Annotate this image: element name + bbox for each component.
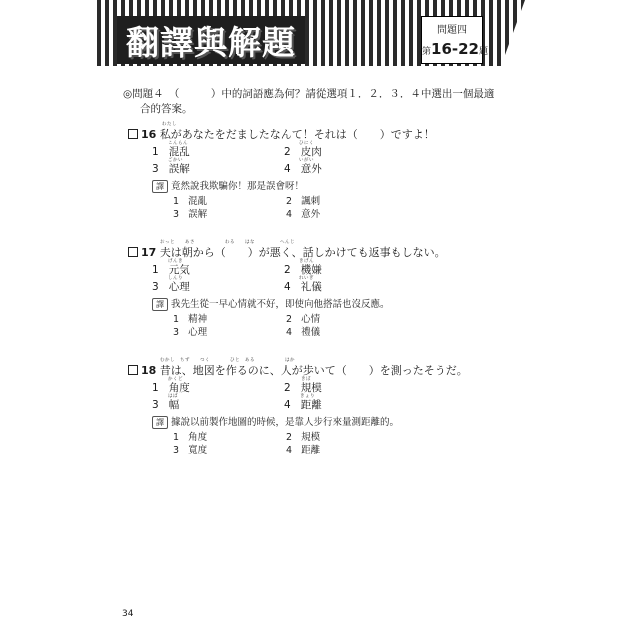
translation-option-2: 2 諷刺 <box>286 196 321 207</box>
question-ruby: むかし ちず つく ひと ある はか <box>160 358 295 363</box>
option-ruby: かくど <box>168 377 183 382</box>
option-text: 幅 <box>168 399 180 411</box>
option-text: 混乱 <box>168 146 190 158</box>
title-box <box>117 16 305 64</box>
translation-option-2: 2 規模 <box>286 432 321 443</box>
option-number: 4 <box>284 281 291 293</box>
option-3[interactable] <box>152 397 179 412</box>
translation-option-3: 3 寬度 <box>173 445 208 456</box>
option-text: 礼儀 <box>300 281 322 293</box>
option-number: 3 <box>152 163 159 175</box>
option-text: 意外 <box>300 163 322 175</box>
question-checkbox[interactable] <box>128 247 138 257</box>
option-number: 3 <box>152 281 159 293</box>
question-text: 夫は朝から（ ）が悪く、話しかけても返事もしない。 <box>159 246 446 259</box>
option-ruby: げんき <box>168 259 183 264</box>
question-number: 16 <box>141 128 157 141</box>
option-number: 2 <box>284 146 291 158</box>
option-4[interactable] <box>284 161 322 176</box>
option-text: 角度 <box>168 382 190 394</box>
translation-text: 我先生從一早心情就不好，即使向他搭話也沒反應。 <box>171 299 390 310</box>
translation-option-4: 4 意外 <box>286 209 321 220</box>
option-text: 心理 <box>168 281 190 293</box>
translation <box>152 414 399 429</box>
translation-option-3: 3 誤解 <box>173 209 208 220</box>
question-text: 私があなたをだましたなんて！それは（ ）ですよ！ <box>159 128 435 141</box>
badge-prefix: 第 <box>422 47 432 57</box>
option-text: 機嫌 <box>300 264 322 276</box>
translation-option-4: 4 禮儀 <box>286 327 321 338</box>
option-ruby: しんり <box>168 276 183 281</box>
option-text: 元気 <box>168 264 190 276</box>
badge-range <box>422 39 489 58</box>
translation-option-1: 1 精神 <box>173 314 208 325</box>
translation <box>152 178 304 193</box>
question-ruby: わたし <box>162 122 177 127</box>
instruction-line-2: 合的答案。 <box>140 103 193 115</box>
question-range-badge <box>421 16 489 64</box>
page-number: 34 <box>122 609 134 619</box>
option-number: 2 <box>284 264 291 276</box>
option-3[interactable] <box>152 279 190 294</box>
option-text: 誤解 <box>168 163 190 175</box>
option-text: 皮肉 <box>300 146 322 158</box>
option-text: 距離 <box>300 399 322 411</box>
translation-icon: 譯 <box>152 298 168 311</box>
option-number: 2 <box>284 382 291 394</box>
question-number: 17 <box>141 246 157 259</box>
translation-option-1: 1 混亂 <box>173 196 208 207</box>
question-ruby: おっと あさ わる はな へんじ <box>160 240 295 245</box>
question-text: 昔は、地図を作るのに、人が歩いて（ ）を測ったそうだ。 <box>159 364 468 377</box>
option-number: 1 <box>152 264 159 276</box>
option-ruby: はば <box>168 394 178 399</box>
option-number: 4 <box>284 399 291 411</box>
translation-option-2: 2 心情 <box>286 314 321 325</box>
option-number: 3 <box>152 399 159 411</box>
translation-option-4: 4 距離 <box>286 445 321 456</box>
option-ruby: ごかい <box>168 158 183 163</box>
question-number: 18 <box>141 364 157 377</box>
option-ruby: ひにく <box>299 141 314 146</box>
badge-suffix: 題 <box>479 47 489 57</box>
translation-icon: 譯 <box>152 416 168 429</box>
translation <box>152 296 390 311</box>
option-4[interactable] <box>284 397 322 412</box>
badge-label: 問題四 <box>437 25 467 36</box>
option-text: 規模 <box>300 382 322 394</box>
question-checkbox[interactable] <box>128 365 138 375</box>
translation-text: 竟然說我欺騙你！那是誤會呀！ <box>171 181 305 192</box>
translation-icon: 譯 <box>152 180 168 193</box>
translation-option-1: 1 角度 <box>173 432 208 443</box>
question-checkbox[interactable] <box>128 129 138 139</box>
option-ruby: こんらん <box>168 141 188 146</box>
option-number: 1 <box>152 382 159 394</box>
translation-text: 據說以前製作地圖的時候，是靠人步行來量測距離的。 <box>171 417 400 428</box>
instruction-line-1: ◎問題４ （ ）中的詞語應為何？請從選項１．２．３．４中選出一個最適 <box>123 88 495 100</box>
option-ruby: いがい <box>299 158 314 163</box>
option-ruby: れいぎ <box>299 276 314 281</box>
option-ruby: きぼ <box>301 377 311 382</box>
option-ruby: きげん <box>299 259 314 264</box>
translation-option-3: 3 心理 <box>173 327 208 338</box>
page-title: 翻譯與解題 <box>126 22 296 62</box>
option-number: 1 <box>152 146 159 158</box>
option-ruby: きょり <box>300 394 315 399</box>
option-number: 4 <box>284 163 291 175</box>
badge-range-number: 16-22 <box>431 40 479 58</box>
option-4[interactable] <box>284 279 322 294</box>
option-3[interactable] <box>152 161 190 176</box>
